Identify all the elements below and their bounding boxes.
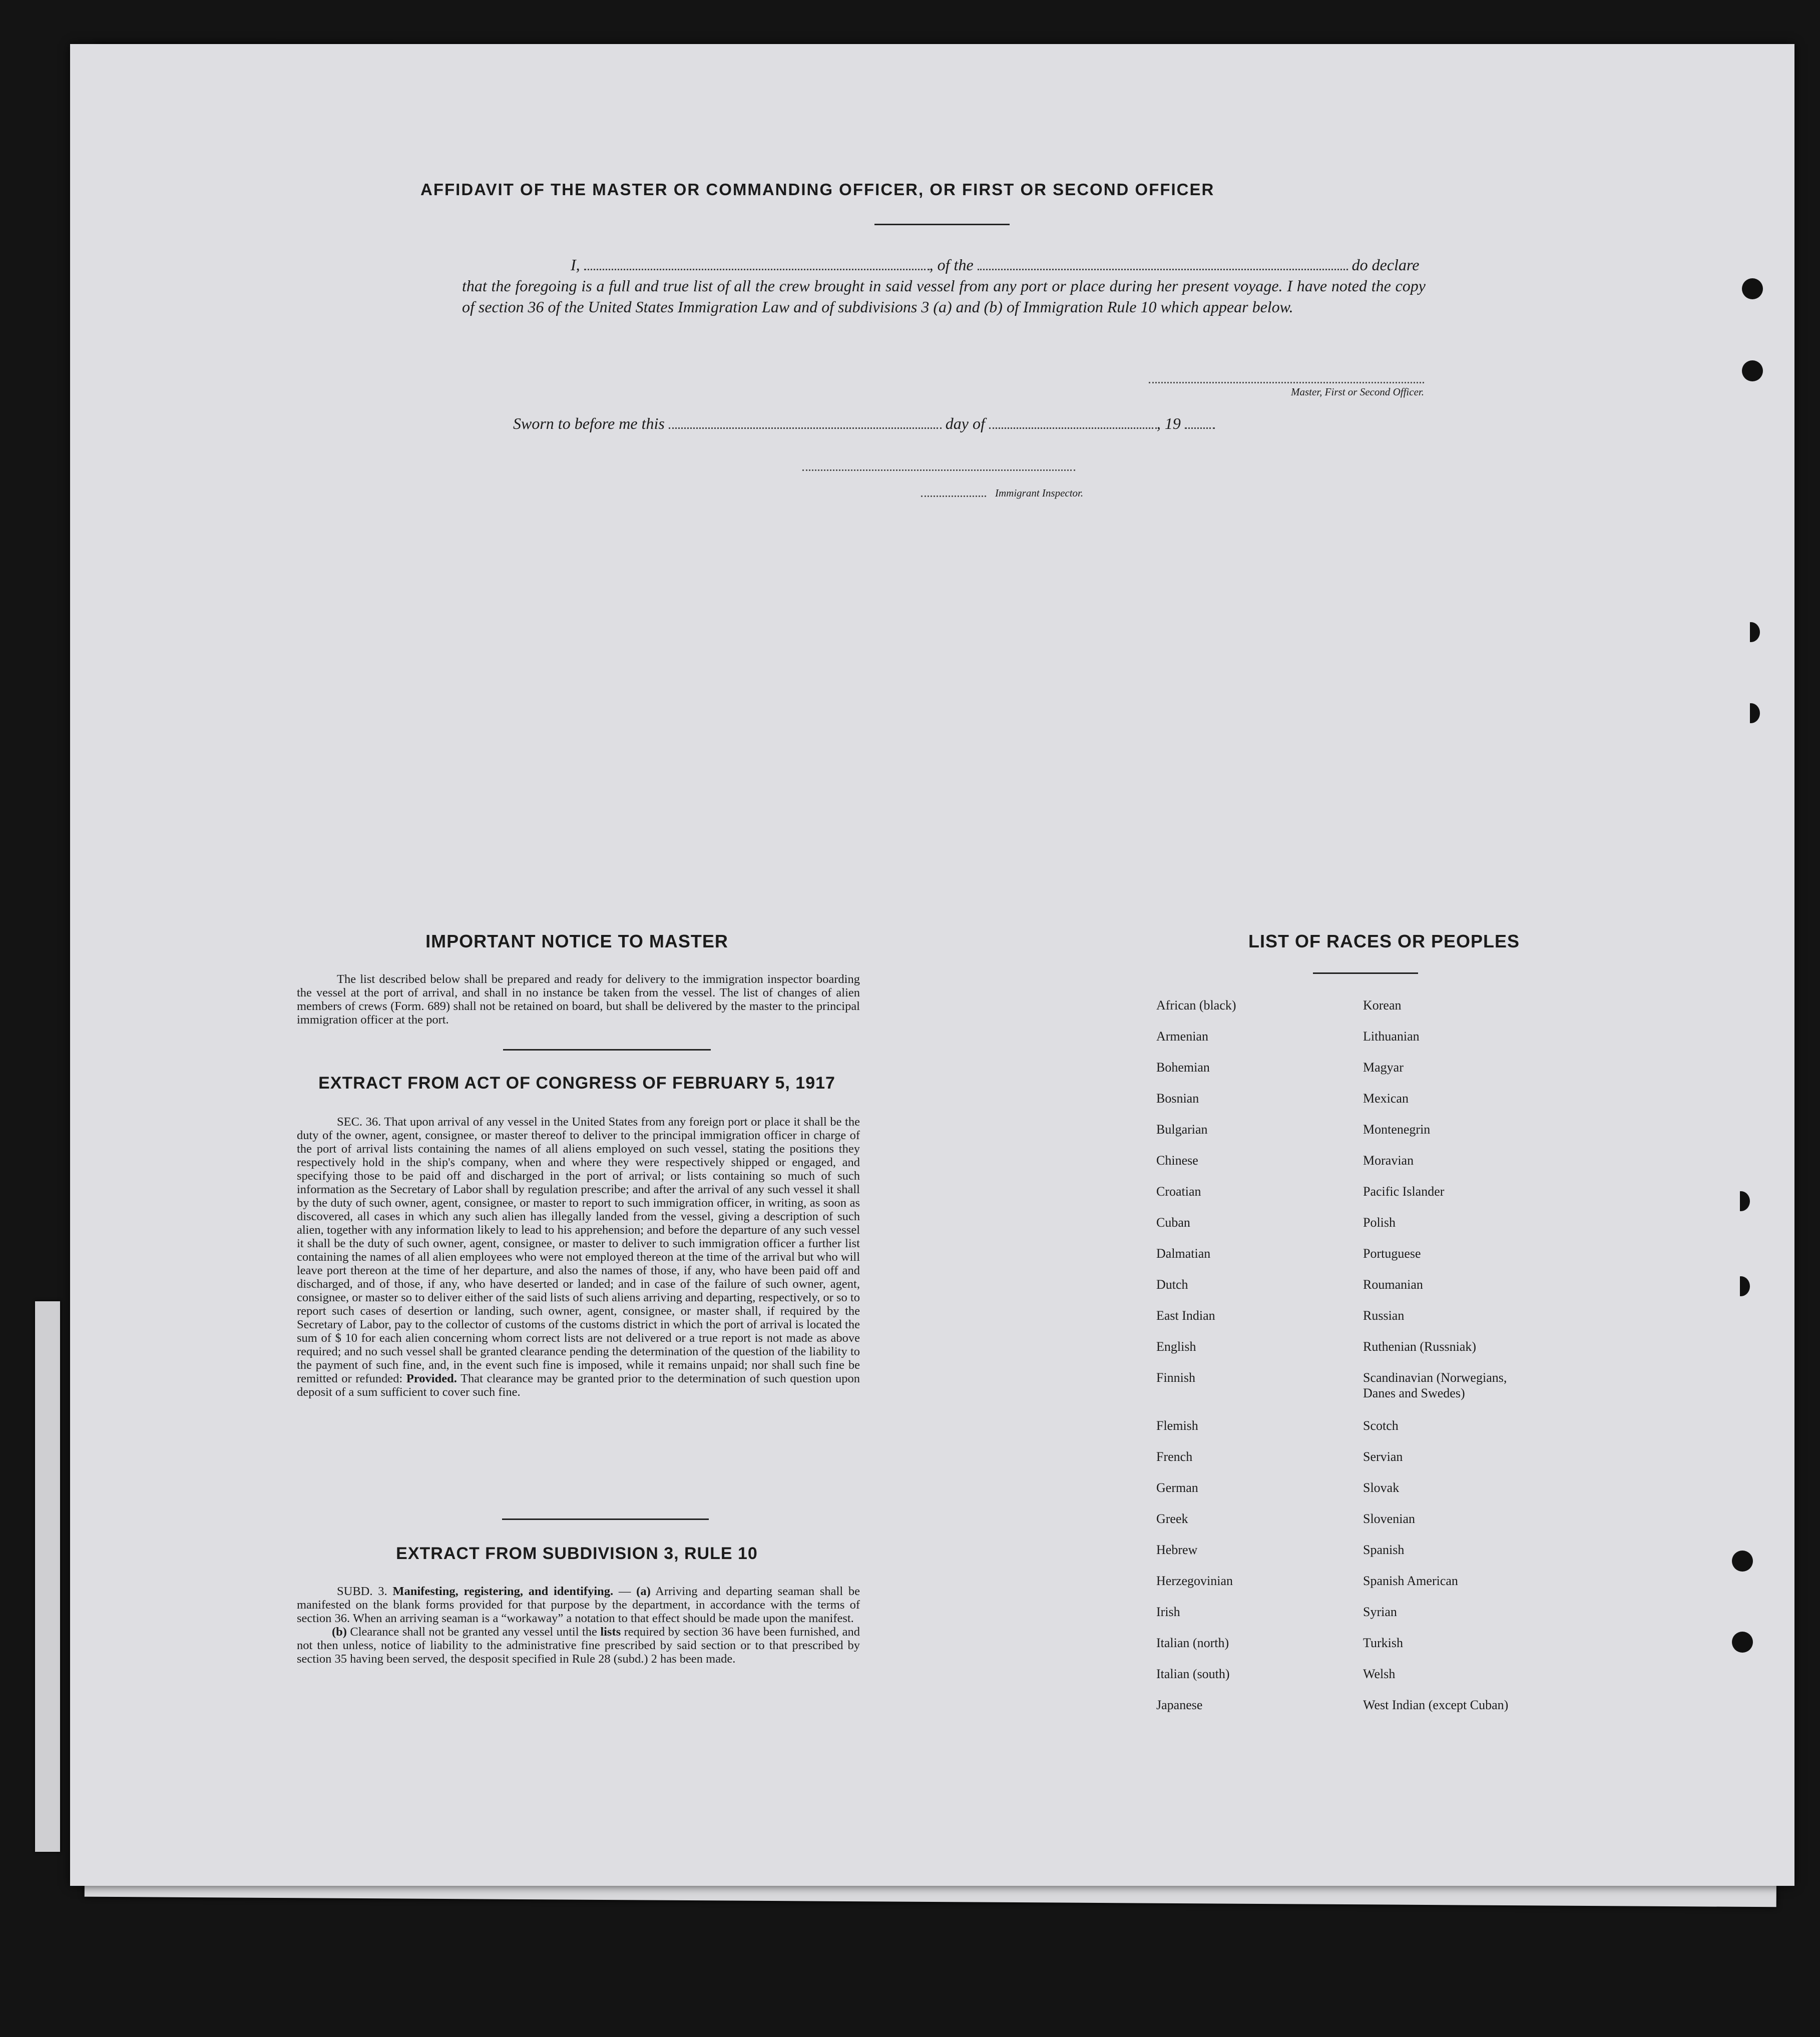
- punch-hole: [1742, 360, 1763, 381]
- declare-label: do declare: [1351, 256, 1420, 274]
- day-of-label: day of: [945, 414, 985, 432]
- race-item: Spanish: [1363, 1543, 1405, 1557]
- race-item: Bohemian: [1156, 1060, 1210, 1075]
- race-item: East Indian: [1156, 1308, 1215, 1323]
- race-item: Polish: [1363, 1215, 1396, 1230]
- vessel-field[interactable]: [978, 268, 1348, 270]
- race-item: Scandinavian (Norwegians, Danes and Swedes): [1363, 1370, 1507, 1400]
- race-item: Flemish: [1156, 1418, 1198, 1433]
- race-item: Roumanian: [1363, 1277, 1423, 1292]
- subd-label: SUBD. 3.: [337, 1585, 387, 1598]
- race-item: Slovenian: [1363, 1511, 1415, 1526]
- race-item: Finnish: [1156, 1370, 1196, 1385]
- sworn-year-field[interactable]: [1185, 427, 1215, 429]
- race-item: Chinese: [1156, 1153, 1198, 1168]
- signature-caption: Master, First or Second Officer.: [1291, 386, 1424, 398]
- race-item: Bosnian: [1156, 1091, 1199, 1106]
- act-body: [297, 1115, 860, 1399]
- race-item: Syrian: [1363, 1605, 1397, 1619]
- notice-body: [297, 972, 860, 1027]
- races-list: [1156, 997, 1657, 1712]
- section-rule: [502, 1518, 709, 1520]
- race-item: Welsh: [1363, 1667, 1396, 1681]
- rule10-title: EXTRACT FROM SUBDIVISION 3, RULE 10: [396, 1544, 758, 1563]
- race-item: Italian (north): [1156, 1636, 1229, 1650]
- race-item: Portuguese: [1363, 1246, 1421, 1261]
- race-item: Japanese: [1156, 1698, 1203, 1712]
- name-field[interactable]: [584, 268, 930, 270]
- subd-heading: Manifesting, registering, and identifying.: [392, 1585, 614, 1598]
- i-label: I,: [571, 256, 580, 274]
- race-item: Dutch: [1156, 1277, 1188, 1292]
- race-item: Spanish American: [1363, 1574, 1458, 1588]
- act-title: EXTRACT FROM ACT OF CONGRESS OF FEBRUARY 5, 1917: [318, 1074, 835, 1093]
- b-text-1: Clearance shall not be granted any vessel until the: [350, 1625, 597, 1639]
- race-item: Bulgarian: [1156, 1122, 1208, 1137]
- rule10-body: [297, 1585, 860, 1666]
- title-rule: [874, 224, 1010, 225]
- race-item: Hebrew: [1156, 1543, 1198, 1557]
- notice-title: IMPORTANT NOTICE TO MASTER: [425, 931, 728, 951]
- race-item: Italian (south): [1156, 1667, 1230, 1681]
- race-item: Croatian: [1156, 1184, 1201, 1199]
- race-item: Russian: [1363, 1308, 1405, 1323]
- race-item: Magyar: [1363, 1060, 1404, 1075]
- inspector-caption: Immigrant Inspector.: [995, 487, 1084, 499]
- a-label: (a): [636, 1585, 651, 1598]
- act-text-end: That clearance may be granted prior to the determination of such question upon deposit of a sum sufficient to cover such fine.: [297, 1372, 860, 1399]
- act-text: SEC. 36. That upon arrival of any vessel in the United States from any foreign port or place it shall be the duty of the owner, agent, consignee, or master thereof to deliver to the principal immigration officer in charge of the port of arrival lists containing the names of all aliens employed on such vessel, stating the positions they respectively hold in the ship's company, when and where they were respectively shipped or engaged, and specifying those to be paid off and discharged in the port of arrival; or lists containing so much of such information as the Secretary of Labor shall by regulation prescribe; and after the arrival of any such vessel it shall by the duty of such owner, agent, consignee, or master to report to such immigration officer, in writing, as soon as discovered, all cases in which any such alien has illegally landed from the vessel, giving a description of such alien, together with any information likely to lead to his apprehension; and before the departure of any such vessel it shall be the duty of such owner, agent, consignee, or master to deliver to such immigration officer a further list containing the names of all alien employees who were not employed thereon at the time of the arrival but who will leave port thereon at the time of her departure, and also the names of those, if any, who have been paid off and discharged, and of those, if any, who have deserted or landed; and in case of the failure of such owner, agent, consignee, or master so to deliver either of the said lists of such aliens arriving and departing, respectively, or so to report such cases of desertion or landing, such owner, agent, consignee, or master shall, if required by the Secretary of Labor, pay to the collector of customs of the customs district in which the port of arrival is located the sum of $ 10 for each alien concerning whom correct lists are not delivered or a true report is not made as above required; and no such vessel shall be granted clearance pending the determination of the question of the liability to the payment of such fine, and, in the event such fine is imposed, while it remains unpaid; nor shall such fine be remitted or refunded:: [297, 1115, 860, 1385]
- races-title: LIST OF RACES OR PEOPLES: [1248, 931, 1520, 951]
- race-item: Herzegovinian: [1156, 1574, 1233, 1588]
- race-item: Scotch: [1363, 1418, 1399, 1433]
- sworn-day-field[interactable]: [669, 427, 942, 429]
- signature-line[interactable]: [1149, 382, 1424, 383]
- race-item: Greek: [1156, 1511, 1188, 1526]
- race-item: Lithuanian: [1363, 1029, 1420, 1044]
- race-item: West Indian (except Cuban): [1363, 1698, 1509, 1712]
- b-lists: lists: [600, 1625, 621, 1639]
- race-item: Cuban: [1156, 1215, 1190, 1230]
- race-item: Slovak: [1363, 1480, 1400, 1495]
- section-rule: [503, 1049, 711, 1051]
- punch-hole: [1742, 622, 1760, 642]
- race-item: Montenegrin: [1363, 1122, 1431, 1137]
- document-page: [70, 44, 1794, 1886]
- b-label: (b): [332, 1625, 347, 1639]
- race-item: Armenian: [1156, 1029, 1208, 1044]
- race-item: French: [1156, 1449, 1193, 1464]
- punch-hole: [1732, 1551, 1753, 1572]
- race-item: Servian: [1363, 1449, 1403, 1464]
- punch-hole: [1742, 703, 1760, 723]
- sworn-line: [513, 413, 1414, 434]
- punch-hole: [1732, 1276, 1750, 1296]
- punch-hole: [1732, 1632, 1753, 1653]
- notice-paragraph: The list described below shall be prepared and ready for delivery to the immigration inspector boarding the vessel at the port of arrival, and shall in no instance be taken from the vessel. The list of changes of alien members of crews (Form. 689) shall not be retained on board, but shall be delivered by the master to the principal immigration officer at the port.: [297, 972, 860, 1027]
- inspector-signature-line[interactable]: [802, 469, 1075, 471]
- race-item: Ruthenian (Russniak): [1363, 1339, 1477, 1354]
- provided-label: Provided.: [406, 1372, 457, 1385]
- inspector-short-line: [921, 495, 986, 497]
- sheet-edge: [35, 1301, 60, 1852]
- year-label: , 19: [1156, 414, 1181, 432]
- sworn-label: Sworn to before me this: [513, 414, 665, 432]
- race-item: Dalmatian: [1156, 1246, 1211, 1261]
- race-item: Turkish: [1363, 1636, 1403, 1650]
- b-text-2: required by section 36 have been furnished, and not then unless, notice of liability to the administrative fine prescribed by said section or to that prescribed by section 35 having been served, the desposit specified in Rule 28 (subd.) 2 has been made.: [297, 1625, 860, 1666]
- punch-hole: [1742, 278, 1763, 299]
- race-item: English: [1156, 1339, 1196, 1354]
- affidavit-first-line: [571, 254, 1497, 275]
- race-item: Pacific Islander: [1363, 1184, 1445, 1199]
- race-item: Moravian: [1363, 1153, 1414, 1168]
- affidavit-title: AFFIDAVIT OF THE MASTER OR COMMANDING OFFICER, OR FIRST OR SECOND OFFICER: [420, 180, 1215, 199]
- dash: —: [618, 1585, 631, 1598]
- race-item: Mexican: [1363, 1091, 1409, 1106]
- affidavit-body: that the foregoing is a full and true list of all the crew brought in said vessel from any port or place during her present voyage. I have noted the copy of section 36 of the United States Immigration Law and of subdivisions 3 (a) and (b) of Immigration Rule 10 which appear below.: [462, 277, 1426, 316]
- sworn-month-field[interactable]: [989, 427, 1157, 429]
- race-item: Korean: [1363, 998, 1402, 1012]
- race-item: Irish: [1156, 1605, 1180, 1619]
- a-text: Arriving and departing seaman shall be manifested on the blank forms provided for that purpose by the department, in accordance with the terms of section 36. When an arriving seaman is a “workaway” a notation to that effect should be made upon the manifest.: [297, 1585, 860, 1625]
- of-the-label: , of the: [929, 256, 974, 274]
- races-rule: [1313, 972, 1418, 974]
- race-item: German: [1156, 1480, 1198, 1495]
- punch-hole: [1732, 1191, 1750, 1211]
- race-item: African (black): [1156, 998, 1236, 1012]
